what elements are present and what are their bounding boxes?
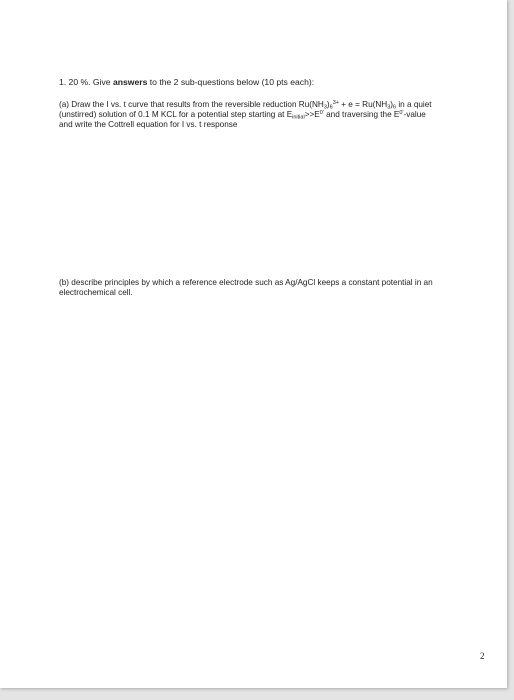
question-number: 1. 20 %. Give xyxy=(59,77,111,87)
part-a-text: and traversing the E xyxy=(323,110,400,120)
subscript: initial xyxy=(292,114,305,121)
subscript: 6 xyxy=(329,104,333,111)
sub-question-b: (b) describe principles by which a reference electrode such as Ag/AgCl keeps a constant potential in an electrochemical cell. xyxy=(59,278,433,298)
part-a-text: -value and write the Cottrell equation for I vs. t response xyxy=(59,110,426,130)
superscript: 0' xyxy=(319,110,324,117)
question-bold-word: answers xyxy=(112,77,148,87)
subscript: 6 xyxy=(393,104,397,111)
sub-question-a xyxy=(59,100,439,131)
superscript: 3+ xyxy=(332,100,339,106)
page-number: 2 xyxy=(480,651,485,661)
subscript: 3 xyxy=(387,104,391,111)
part-a-text: ) xyxy=(390,100,393,109)
part-a-text: in a quiet (unstirred) solution of 0.1 M KCL for a potential step starting at E xyxy=(59,100,432,120)
part-a-text: >>E xyxy=(304,110,320,120)
superscript: 0' xyxy=(399,110,404,117)
question-heading xyxy=(59,77,459,88)
part-a-text: ) xyxy=(326,100,330,109)
part-a-text: (a) Draw the I vs. t curve that results from the reversible reduction Ru(NH xyxy=(59,100,324,109)
subscript: 3 xyxy=(323,104,327,111)
part-a-text: + e = Ru(NH xyxy=(338,100,388,109)
question-instructions: to the 2 sub-questions below (10 pts each): xyxy=(149,77,315,87)
